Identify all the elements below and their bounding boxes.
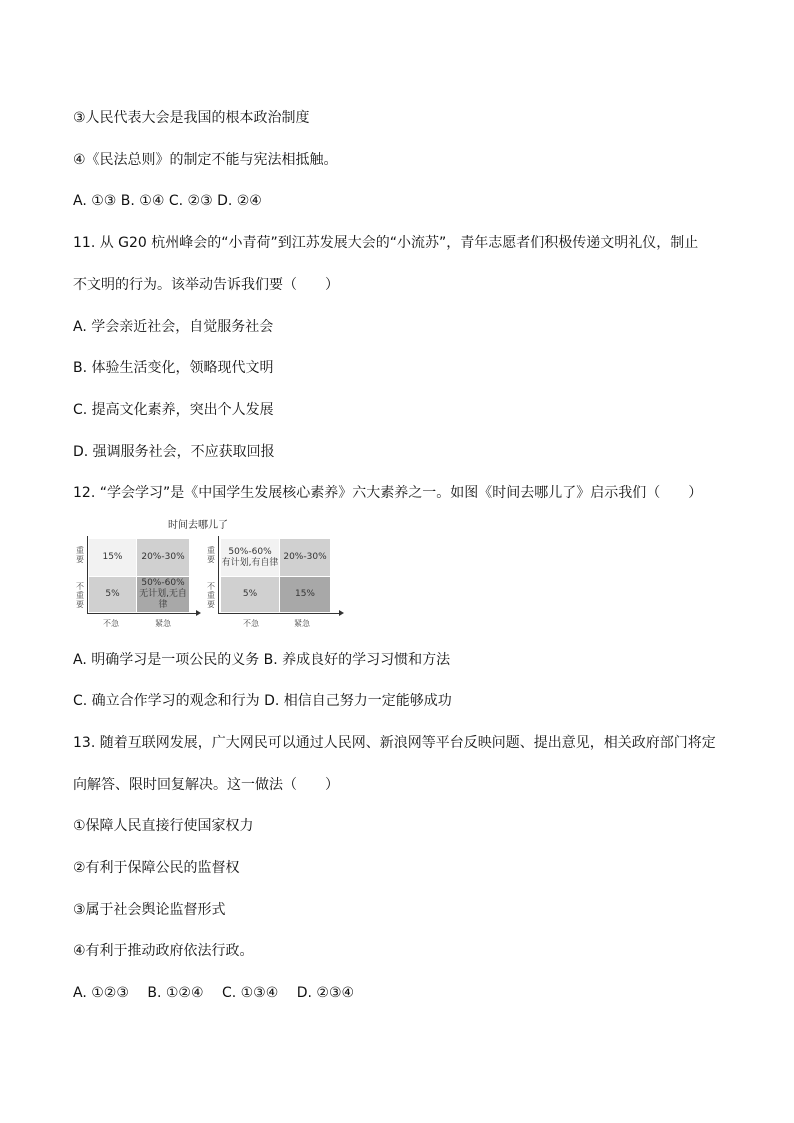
right-cell-not-important-not-urgent: 5%	[221, 577, 279, 612]
right-cell-important-not-urgent	[221, 539, 279, 576]
q13-stem-line1: 13. 随着互联网发展，广大网民可以通过人民网、新浪网等平台反映问题、提出意见，相关政府部门将定	[73, 735, 716, 751]
right-cell-important-urgent: 20%-30%	[280, 539, 330, 576]
left-y-label-not-important: 不重要	[76, 582, 84, 609]
left-cell-not-important-urgent	[137, 577, 189, 612]
q13-item-3: ③属于社会舆论监督形式	[73, 902, 226, 918]
right-cell-note: 有计划,有自律	[221, 557, 279, 568]
prev-choices: A. ①③ B. ①④ C. ②③ D. ②④	[73, 193, 262, 209]
left-y-axis	[87, 536, 88, 614]
left-cell-important-not-urgent: 15%	[89, 539, 136, 576]
prev-item-4: ④《民法总则》的制定不能与宪法相抵触。	[73, 152, 338, 168]
right-x-arrow	[339, 610, 344, 616]
left-cell-important-urgent: 20%-30%	[137, 539, 189, 576]
q11-option-d: D. 强调服务社会，不应获取回报	[73, 444, 275, 460]
q12-options-line2: C. 确立合作学习的观念和行为 D. 相信自己努力一定能够成功	[73, 693, 452, 709]
left-x-label-urgent: 紧急	[155, 619, 171, 628]
left-cell-value: 50%-60%	[141, 578, 185, 588]
q11-stem-line2: 不文明的行为。该举动告诉我们要（ ）	[73, 277, 339, 293]
q13-item-1: ①保障人民直接行使国家权力	[73, 818, 254, 834]
right-y-label-important: 重要	[207, 546, 215, 564]
right-x-label-urgent: 紧急	[294, 619, 310, 628]
q13-item-2: ②有利于保障公民的监督权	[73, 860, 240, 876]
left-x-label-not-urgent: 不急	[103, 619, 119, 628]
q11-stem-line1: 11. 从 G20 杭州峰会的“小青荷”到江苏发展大会的“小流苏”，青年志愿者们积极传递文明礼仪，制止	[73, 235, 699, 251]
q12-stem: 12. “学会学习”是《中国学生发展核心素养》六大素养之一。如图《时间去哪儿了》启示我们（ ）	[73, 485, 703, 501]
q11-option-a: A. 学会亲近社会，自觉服务社会	[73, 319, 274, 335]
q11-option-b: B. 体验生活变化，领略现代文明	[73, 360, 274, 376]
q13-stem-line2: 向解答、限时回复解决。这一做法（ ）	[73, 777, 339, 793]
left-x-axis	[87, 613, 197, 614]
right-x-label-not-urgent: 不急	[243, 619, 259, 628]
left-y-label-important: 重要	[76, 546, 84, 564]
right-cell-not-important-urgent: 15%	[280, 577, 330, 612]
q13-item-4: ④有利于推动政府依法行政。	[73, 943, 254, 959]
right-y-label-not-important: 不重要	[207, 582, 215, 609]
left-cell-not-important-not-urgent: 5%	[89, 577, 136, 612]
q11-option-c: C. 提高文化素养，突出个人发展	[73, 402, 274, 418]
q13-choices: A. ①②③ B. ①②④ C. ①③④ D. ②③④	[73, 985, 355, 1001]
left-cell-note: 无计划,无自律	[139, 589, 187, 610]
prev-item-3: ③人民代表大会是我国的根本政治制度	[73, 110, 310, 126]
right-x-axis	[218, 613, 340, 614]
q12-options-line1: A. 明确学习是一项公民的义务 B. 养成良好的学习习惯和方法	[73, 652, 451, 668]
left-x-arrow	[196, 610, 201, 616]
right-cell-value: 50%-60%	[228, 546, 272, 557]
figure-title: 时间去哪儿了	[168, 520, 228, 531]
right-y-axis	[218, 536, 219, 614]
